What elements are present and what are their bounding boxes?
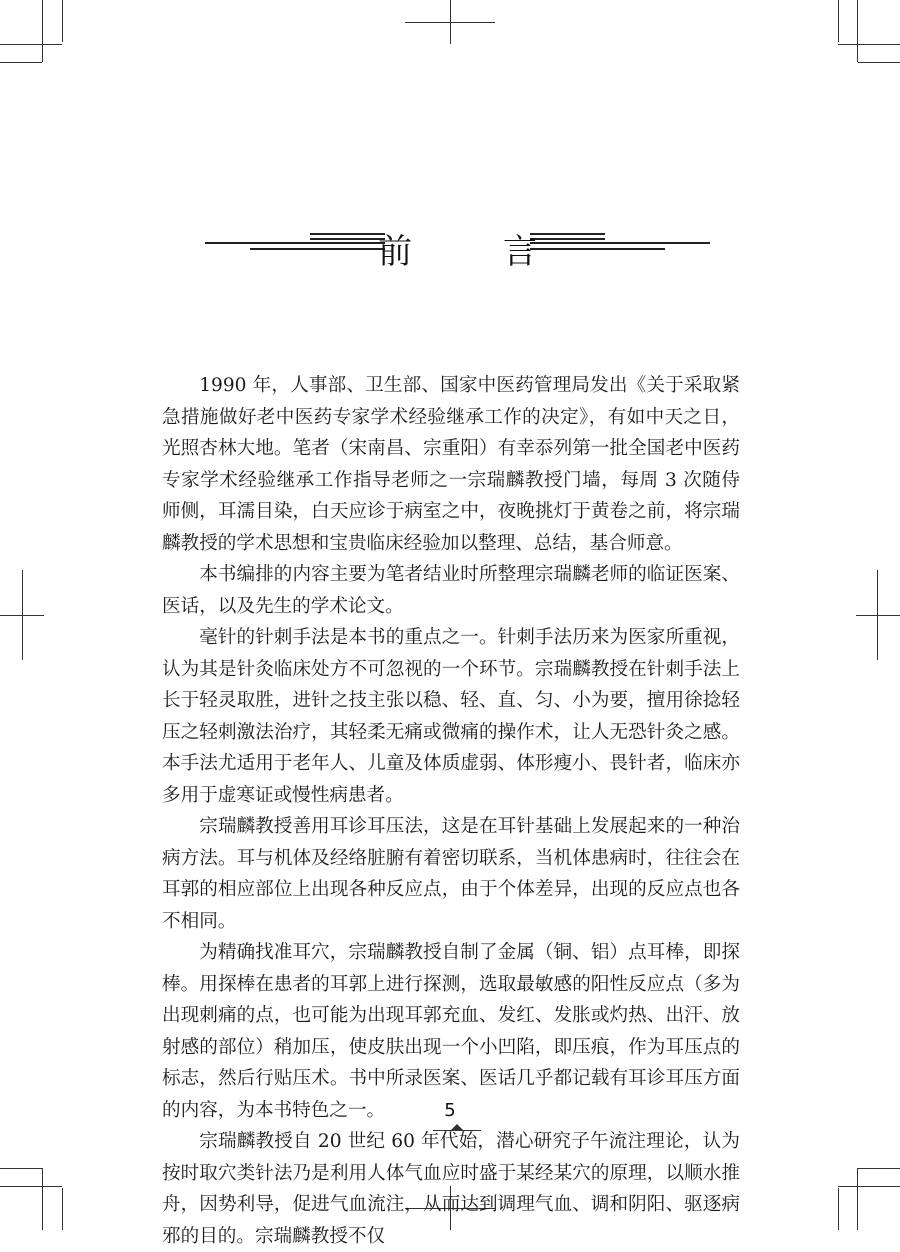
crop-mark — [0, 1186, 62, 1187]
crop-mark — [62, 0, 63, 42]
page-number: 5 — [444, 1100, 456, 1121]
crop-mark — [0, 1168, 42, 1169]
title-block — [205, 222, 710, 272]
registration-mark — [0, 615, 44, 616]
crop-mark — [838, 1186, 900, 1187]
crop-mark — [857, 0, 858, 62]
page-title: 前 言 — [378, 232, 577, 272]
crop-mark — [858, 62, 900, 63]
paragraph: 宗瑞麟教授自 20 世纪 60 年代始，潜心研究子午流注理论，认为按时取穴类针法乃是利用人体气血应时盛于某经某穴的原理，以顺水推舟，因势利导，促进气血流注，从而达到调理气血、调和阴阳、驱逐病邪的目的。宗瑞麟教授不仅 — [162, 1131, 740, 1247]
paragraph: 宗瑞麟教授善用耳诊耳压法，这是在耳针基础上发展起来的一种治病方法。耳与机体及经络脏腑有着密切联系，当机体患病时，往往会在耳郭的相应部位上出现各种反应点，由于个体差异，出现的反应点也各不相同。 — [162, 816, 740, 932]
crop-mark — [858, 1168, 900, 1169]
crop-mark — [838, 1188, 839, 1230]
paragraph: 1990 年，人事部、卫生部、国家中医药管理局发出《关于采取紧急措施做好老中医药专家学术经验继承工作的决定》，有如中天之日，光照杏林大地。笔者（宋南昌、宗重阳）有幸忝列第一批全国老中医药专家学术经验继承工作指导老师之一宗瑞麟教授门墙，每周 3 次随侍师侧，耳濡目染，白天应诊于病室之中，夜晚挑灯于黄卷之前，将宗瑞麟教授的学术思想和宝贵临床经验加以整理、总结，基合师意。 — [162, 375, 740, 554]
registration-mark — [405, 22, 495, 23]
crop-mark — [0, 44, 62, 45]
paragraph: 本书编排的内容主要为笔者结业时所整理宗瑞麟老师的临证医案、医话，以及先生的学术论文。 — [162, 564, 740, 617]
crop-mark — [0, 62, 42, 63]
crop-mark — [857, 1168, 858, 1230]
paragraph: 为精确找准耳穴，宗瑞麟教授自制了金属（铜、铝）点耳棒，即探棒。用探棒在患者的耳郭上进行探测，选取最敏感的阳性反应点（多为出现刺痛的点，也可能为出现耳郭充血、发红、发胀或灼热、出汗、放射感的部位）稍加压，使皮肤出现一个小凹陷，即压痕，作为耳压点的标志，然后行贴压术。书中所录医案、医话几乎都记载有耳诊耳压方面的内容，为本书特色之一。 — [162, 942, 740, 1121]
crop-mark — [838, 0, 839, 42]
crop-mark — [42, 0, 43, 62]
registration-mark — [856, 615, 900, 616]
crop-mark — [838, 44, 900, 45]
crop-mark — [62, 1188, 63, 1230]
page-number-rule — [433, 1130, 481, 1131]
crop-mark — [42, 1168, 43, 1230]
paragraph: 毫针的针刺手法是本书的重点之一。针刺手法历来为医家所重视，认为其是针灸临床处方不可忽视的一个环节。宗瑞麟教授在针刺手法上长于轻灵取胜，进针之技主张以稳、轻、直、匀、小为要，擅用徐捻轻压之轻刺激法治疗，其轻柔无痛或微痛的操作术，让人无恐针灸之感。本手法尤适用于老年人、儿童及体质虚弱、体形瘦小、畏针者，临床亦多用于虚寒证或慢性病患者。 — [162, 627, 740, 806]
